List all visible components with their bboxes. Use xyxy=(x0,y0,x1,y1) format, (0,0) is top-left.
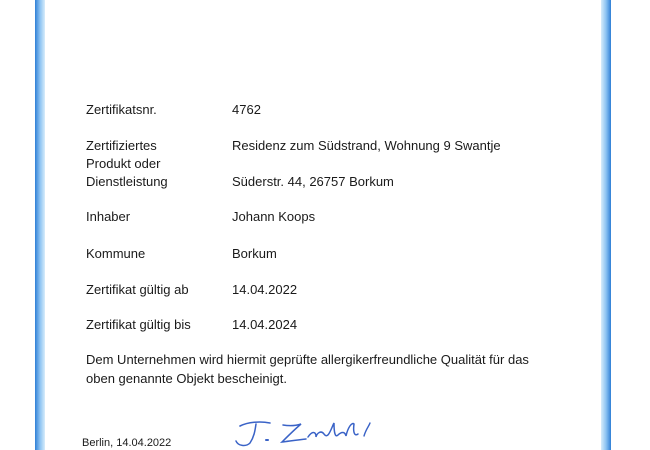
certified-product-name: Residenz zum Südstrand, Wohnung 9 Swantje xyxy=(232,138,501,153)
signature-stroke-cursive xyxy=(308,423,358,437)
certificate-number-value: 4762 xyxy=(232,102,261,117)
certified-product-label-line-1: Zertifiziertes xyxy=(86,138,157,153)
valid-from-label: Zertifikat gültig ab xyxy=(86,282,189,297)
valid-until-label: Zertifikat gültig bis xyxy=(86,317,191,332)
certified-product-address: Süderstr. 44, 26757 Borkum xyxy=(232,174,394,189)
certified-product-label-line-3: Dienstleistung xyxy=(86,174,168,189)
valid-until-value: 14.04.2024 xyxy=(232,317,298,332)
signature-place-date: Berlin, 14.04.2022 xyxy=(82,437,172,449)
certificate-number-label: Zertifikatsnr. xyxy=(86,102,157,117)
left-blue-frame xyxy=(35,0,45,450)
signature-stroke-top-j xyxy=(240,422,270,426)
right-blue-frame xyxy=(601,0,611,450)
municipality-label: Kommune xyxy=(86,246,146,261)
certified-product-label-line-2: Produkt oder xyxy=(86,156,161,171)
quality-statement xyxy=(86,350,586,388)
signature-stroke-end xyxy=(364,423,370,436)
quality-statement-line-1: Dem Unternehmen wird hiermit geprüfte allergikerfreundliche Qualität für das xyxy=(86,352,529,367)
owner-label: Inhaber xyxy=(86,209,131,224)
owner-value: Johann Koops xyxy=(232,209,316,224)
signature-stroke-z xyxy=(282,424,306,442)
municipality-value: Borkum xyxy=(232,246,277,261)
quality-statement-line-2: oben genannte Objekt bescheinigt. xyxy=(86,371,287,386)
valid-from-value: 14.04.2022 xyxy=(232,282,298,297)
signature-stroke-j-body xyxy=(236,424,256,445)
handwritten-signature xyxy=(228,416,388,448)
